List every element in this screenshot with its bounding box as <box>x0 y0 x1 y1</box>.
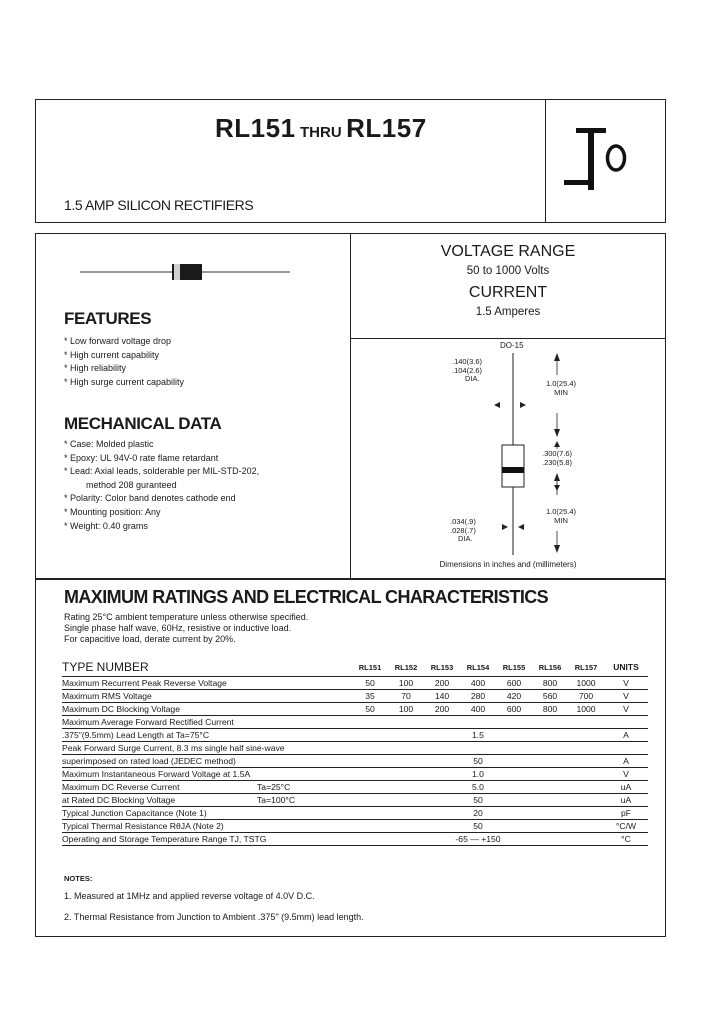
table-cell: 5.0 <box>472 782 484 792</box>
row-condition: Ta=100°C <box>257 795 296 805</box>
column-header: RL156 <box>538 662 562 672</box>
note-1: 1. Measured at 1MHz and applied reverse voltage of 4.0V D.C. <box>64 891 315 901</box>
table-cell: 50 <box>473 795 483 805</box>
table-cell <box>352 716 604 729</box>
table-cell: 600 <box>506 678 522 688</box>
row-label-text: .375"(9.5mm) Lead Length at Ta=75°C <box>62 730 210 740</box>
table-cell: 1000 <box>576 704 596 714</box>
table-cell: 1000 <box>576 678 596 688</box>
table-cell: 400 <box>470 678 486 688</box>
voltage-range-value: 50 to 1000 Volts <box>466 265 550 277</box>
column-header: RL152 <box>394 662 418 672</box>
unit-cell: uA <box>620 782 632 792</box>
part-from: RL151 <box>215 113 296 143</box>
dim-body-length: .300(7.6) .230(5.8) <box>542 449 573 467</box>
column-header: RL151 <box>358 662 382 672</box>
voltage-range-title: VOLTAGE RANGE <box>440 243 576 260</box>
list-item: method 208 guranteed <box>86 479 177 490</box>
ratings-intro: Rating 25°C ambient temperature unless otherwise specified. Single phase half wave, 60Hz, resistive or inductive load. For capacitive load, derate current by 20%. <box>64 612 309 644</box>
row-condition: Ta=25°C <box>257 782 291 792</box>
row-label <box>62 716 352 729</box>
column-header: RL153 <box>430 662 454 672</box>
table-row <box>62 677 648 690</box>
unit-cell: A <box>623 756 629 766</box>
package-name: DO-15 <box>500 341 524 350</box>
ratings-divider <box>350 338 666 339</box>
column-header: RL157 <box>574 662 598 672</box>
table-cell <box>352 742 604 755</box>
list-item: * Case: Molded plastic <box>64 439 154 449</box>
diode-illustration <box>80 262 290 282</box>
unit-cell: V <box>623 704 629 714</box>
table-row <box>62 781 648 794</box>
column-header: RL155 <box>502 662 526 672</box>
list-item: * Epoxy: UL 94V-0 rate flame retardant <box>64 452 219 463</box>
row-label-text: Typical Thermal Resistance RθJA (Note 2) <box>62 821 224 831</box>
header-divider <box>545 99 546 223</box>
unit-cell <box>604 742 648 755</box>
row-label-text: at Rated DC Blocking Voltage <box>62 795 176 805</box>
table-row <box>62 716 648 729</box>
table-cell: 50 <box>365 704 375 714</box>
table-cell: 70 <box>401 691 411 701</box>
table-cell: 560 <box>542 691 558 701</box>
features-heading: FEATURES <box>64 309 152 328</box>
subtitle: 1.5 AMP SILICON RECTIFIERS <box>64 197 254 213</box>
table-cell: 35 <box>365 691 375 701</box>
row-label <box>62 690 352 703</box>
table-cell: 100 <box>398 678 414 688</box>
table-row <box>62 833 648 846</box>
row-label-text: superimposed on rated load (JEDEC method) <box>62 756 236 766</box>
row-label-text: Maximum DC Blocking Voltage <box>62 704 180 714</box>
row-label-text: Maximum Average Forward Rectified Current <box>62 717 234 727</box>
list-item: * Polarity: Color band denotes cathode end <box>64 493 236 504</box>
type-number-label: TYPE NUMBER <box>62 660 149 674</box>
page-title <box>215 113 427 144</box>
current-title: CURRENT <box>468 284 548 301</box>
row-label <box>62 742 352 755</box>
table-cell: 50 <box>473 821 483 831</box>
thru-label: THRU <box>300 124 342 141</box>
row-label-text: Maximum RMS Voltage <box>62 691 152 701</box>
list-item: * High surge current capability <box>64 376 185 387</box>
row-label <box>62 677 352 690</box>
unit-cell: °C/W <box>615 821 637 831</box>
table-cell: 20 <box>473 808 483 818</box>
table-row <box>62 807 648 820</box>
table-row <box>62 820 648 833</box>
table-row <box>62 768 648 781</box>
table-cell: -65 — +150 <box>455 834 501 844</box>
table-row <box>62 729 648 742</box>
row-label-text: Peak Forward Surge Current, 8.3 ms single half sine-wave <box>62 743 285 753</box>
dim-lead-length-top: 1.0(25.4) MIN <box>546 379 577 397</box>
table-row <box>62 742 648 755</box>
table-header-row <box>62 658 648 677</box>
unit-cell: pF <box>620 808 632 818</box>
table-row <box>62 690 648 703</box>
mechanical-heading: MECHANICAL DATA <box>64 414 222 433</box>
table-cell: 800 <box>542 678 558 688</box>
unit-cell: V <box>623 769 629 779</box>
table-cell: 100 <box>398 704 414 714</box>
table-cell: 400 <box>470 704 486 714</box>
unit-cell: °C <box>621 834 631 844</box>
table-cell: 280 <box>470 691 486 701</box>
list-item: * Lead: Axial leads, solderable per MIL-STD-202, <box>64 466 260 477</box>
row-label <box>62 768 352 781</box>
list-item: * Mounting position: Any <box>64 506 161 517</box>
table-cell: 1.5 <box>472 730 484 740</box>
row-label <box>62 807 352 820</box>
row-label-text: Operating and Storage Temperature Range TJ, TSTG <box>62 834 267 844</box>
row-label-text: Maximum Instantaneous Forward Voltage at 1.5A <box>62 769 251 779</box>
note-2: 2. Thermal Resistance from Junction to Ambient .375" (9.5mm) lead length. <box>64 912 364 922</box>
column-header: RL154 <box>466 662 490 672</box>
table-cell: 800 <box>542 704 558 714</box>
part-to: RL157 <box>346 113 427 143</box>
dimensions-footer: Dimensions in inches and (millimeters) <box>439 560 577 569</box>
row-label-text: Typical Junction Capacitance (Note 1) <box>62 808 207 818</box>
notes-heading: NOTES: <box>64 874 93 883</box>
table-cell: 200 <box>434 704 450 714</box>
table-row <box>62 755 648 768</box>
io-logo-icon <box>560 118 640 198</box>
list-item: * Low forward voltage drop <box>64 336 172 346</box>
unit-cell: A <box>623 730 629 740</box>
table-row <box>62 703 648 716</box>
row-label <box>62 794 352 807</box>
unit-cell: V <box>623 678 629 688</box>
row-label <box>62 703 352 716</box>
table-cell: 50 <box>473 756 483 766</box>
list-item: * Weight: 0.40 grams <box>64 520 148 531</box>
dim-lead-dia: .034(.9) .028(.7) DIA. <box>450 517 476 543</box>
row-label <box>62 820 352 833</box>
row-label <box>62 729 352 742</box>
row-label <box>62 755 352 768</box>
mechanical-list <box>64 438 259 533</box>
row-label <box>62 833 352 846</box>
max-ratings-heading: MAXIMUM RATINGS AND ELECTRICAL CHARACTERISTICS <box>64 587 549 607</box>
row-label-text: Maximum Recurrent Peak Reverse Voltage <box>62 678 227 688</box>
dim-lead-length-bottom: 1.0(25.4) MIN <box>546 507 577 525</box>
table-cell: 700 <box>578 691 594 701</box>
list-item: * High current capability <box>64 349 160 360</box>
dim-body-dia: .140(3.6) .104(2.6) DIA. <box>452 357 483 383</box>
list-item: * High reliability <box>64 363 127 374</box>
unit-cell: uA <box>620 795 632 805</box>
row-label-text: Maximum DC Reverse Current <box>62 782 180 792</box>
table-cell: 600 <box>506 704 522 714</box>
table-cell: 200 <box>434 678 450 688</box>
table-cell: 420 <box>506 691 522 701</box>
unit-cell: V <box>623 691 629 701</box>
unit-cell <box>604 716 648 729</box>
table-cell: 140 <box>434 691 450 701</box>
table-cell: 1.0 <box>472 769 484 779</box>
ratings-table <box>62 658 648 846</box>
current-value: 1.5 Amperes <box>475 306 541 318</box>
row-label <box>62 781 352 794</box>
features-list <box>64 335 184 389</box>
table-cell: 50 <box>365 678 375 688</box>
table-row <box>62 794 648 807</box>
units-header: UNITS <box>613 662 639 672</box>
